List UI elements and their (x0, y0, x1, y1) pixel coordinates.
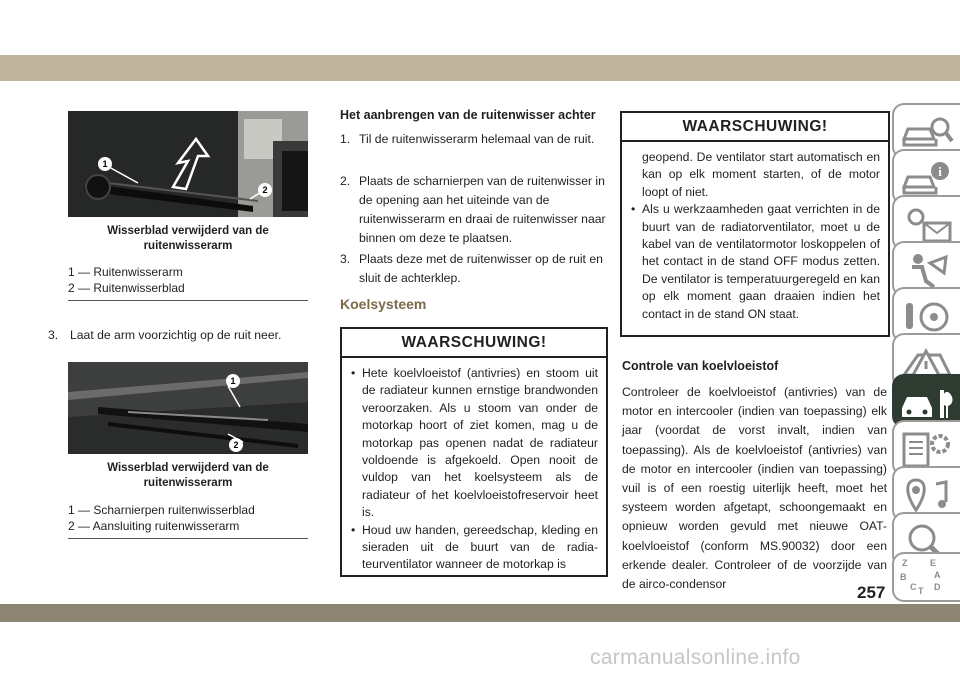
header-band (0, 55, 960, 81)
mid-step-1 (340, 130, 606, 149)
svg-text:i: i (938, 164, 942, 179)
mid-step-3 (340, 250, 606, 288)
step-text: Til de ruitenwisserarm helemaal van de ruit. (359, 132, 595, 146)
letter: C (910, 582, 917, 592)
callout-2: 2 (229, 438, 243, 452)
warning-title: WAARSCHUWING! (342, 329, 606, 358)
page-number: 257 (857, 583, 886, 602)
letter: B (900, 572, 907, 582)
figure1-legend-2: 2 — Ruitenwisserblad (68, 281, 185, 295)
warning-bullet: • Hete koelvloeistof (antivries) en stoom uit de radiateur kunnen ernstige brandwonden veroorzaken. Als u stoom van onder de motorkap hoort of ziet komen, mag u de motorkap pas openen nadat de radiateur voldoende is afgekoeld. Open nooit de vuldop van het koelsysteem als de radiateur of het koelvloeistofreservoir heet is. (350, 365, 598, 522)
coolant-check-paragraph: Controleer de koelvloeistof (antivries) van de motor en intercooler (indien van toepassing) elk jaar (voordat de vorst invalt, indien van toepassing). Als de koelvloeistof (antivries) van de motor en intercooler (indien van toepassing) vuil is of een roestig uiterlijk heeft, moet het systeem worden afgetapt, schoongemaakt en opnieuw worden gevuld met nieuwe OAT-koelvloeistof (conform MS.90032) door een erkende dealer. Controleer of de voorzijde van de airco-condensor (622, 385, 887, 592)
step-number: 1. (340, 132, 351, 146)
callout-1: 1 (98, 157, 112, 171)
figure2-divider (68, 538, 308, 539)
step-number: 2. (340, 174, 351, 188)
cooling-system-heading: Koelsysteem (340, 296, 427, 312)
callout-1: 1 (226, 374, 240, 388)
letter: T (918, 586, 924, 596)
coolant-check-heading: Controle van koelvloeistof (622, 359, 779, 373)
step-text: Plaats deze met de ruitenwisser op de ruit en sluit de achterklep. (359, 252, 603, 285)
figure1-caption: Wisserblad verwijderd van de ruitenwisserarm (107, 225, 269, 252)
warning-box-cooling (340, 327, 608, 577)
wiper-arm-photo-1 (68, 111, 308, 217)
step-text: Laat de arm voorzichtig op de ruit neer. (70, 328, 282, 342)
letter: A (934, 570, 941, 580)
figure2-caption: Wisserblad verwijderd van de ruitenwisserarm (107, 462, 269, 489)
warning-continuation: geopend. De ventilator start automatisch en kan op elk moment starten, of de motor loopt of niet. (642, 150, 880, 199)
letter: Z (902, 558, 908, 568)
warning-box-fan (620, 111, 890, 337)
rear-wiper-heading: Het aanbrengen van de ruitenwisser achter (340, 108, 596, 122)
tab-languages[interactable] (892, 552, 960, 602)
left-step-3 (48, 326, 310, 345)
wiper-arm-photo-2 (68, 362, 308, 454)
step-number: 3. (340, 252, 351, 266)
step-number: 3. (48, 328, 59, 342)
footer-band (0, 604, 960, 622)
figure2-legend-2: 2 — Aansluiting ruitenwisserarm (68, 519, 240, 533)
watermark: carmanualsonline.info (590, 646, 801, 669)
letter: D (934, 582, 941, 592)
mid-step-2 (340, 172, 606, 248)
warning-title: WAARSCHUWING! (622, 113, 888, 142)
figure2-legend-1: 1 — Scharnierpen ruitenwisserblad (68, 503, 255, 517)
language-letters-icon (898, 556, 954, 600)
figure1-divider (68, 300, 308, 301)
warning-bullet: • Als u werkzaamheden gaat verrichten in de buurt van de radiatorventilator, moet u de kabel van de ventilatormotor loskoppelen of het contact in de stand OFF modus zetten. De ventilator is temperatuurgeregeld en kan op elk moment gaan draaien indien het contact in de stand ON staat. (630, 201, 880, 323)
step-text: Plaats de scharnierpen van de ruitenwisser in de opening aan het uiteinde van de ruitenwisserarm en draai de ruitenwisser naar binnen om deze te plaatsen. (359, 174, 606, 245)
figure1-legend-1: 1 — Ruitenwisserarm (68, 265, 183, 279)
letter: E (930, 558, 937, 568)
warning-bullet: • Houd uw handen, gereedschap, kleding en sieraden uit de buurt van de radiateurventilator wanneer de motorkap is (350, 522, 598, 574)
callout-2: 2 (258, 183, 272, 197)
